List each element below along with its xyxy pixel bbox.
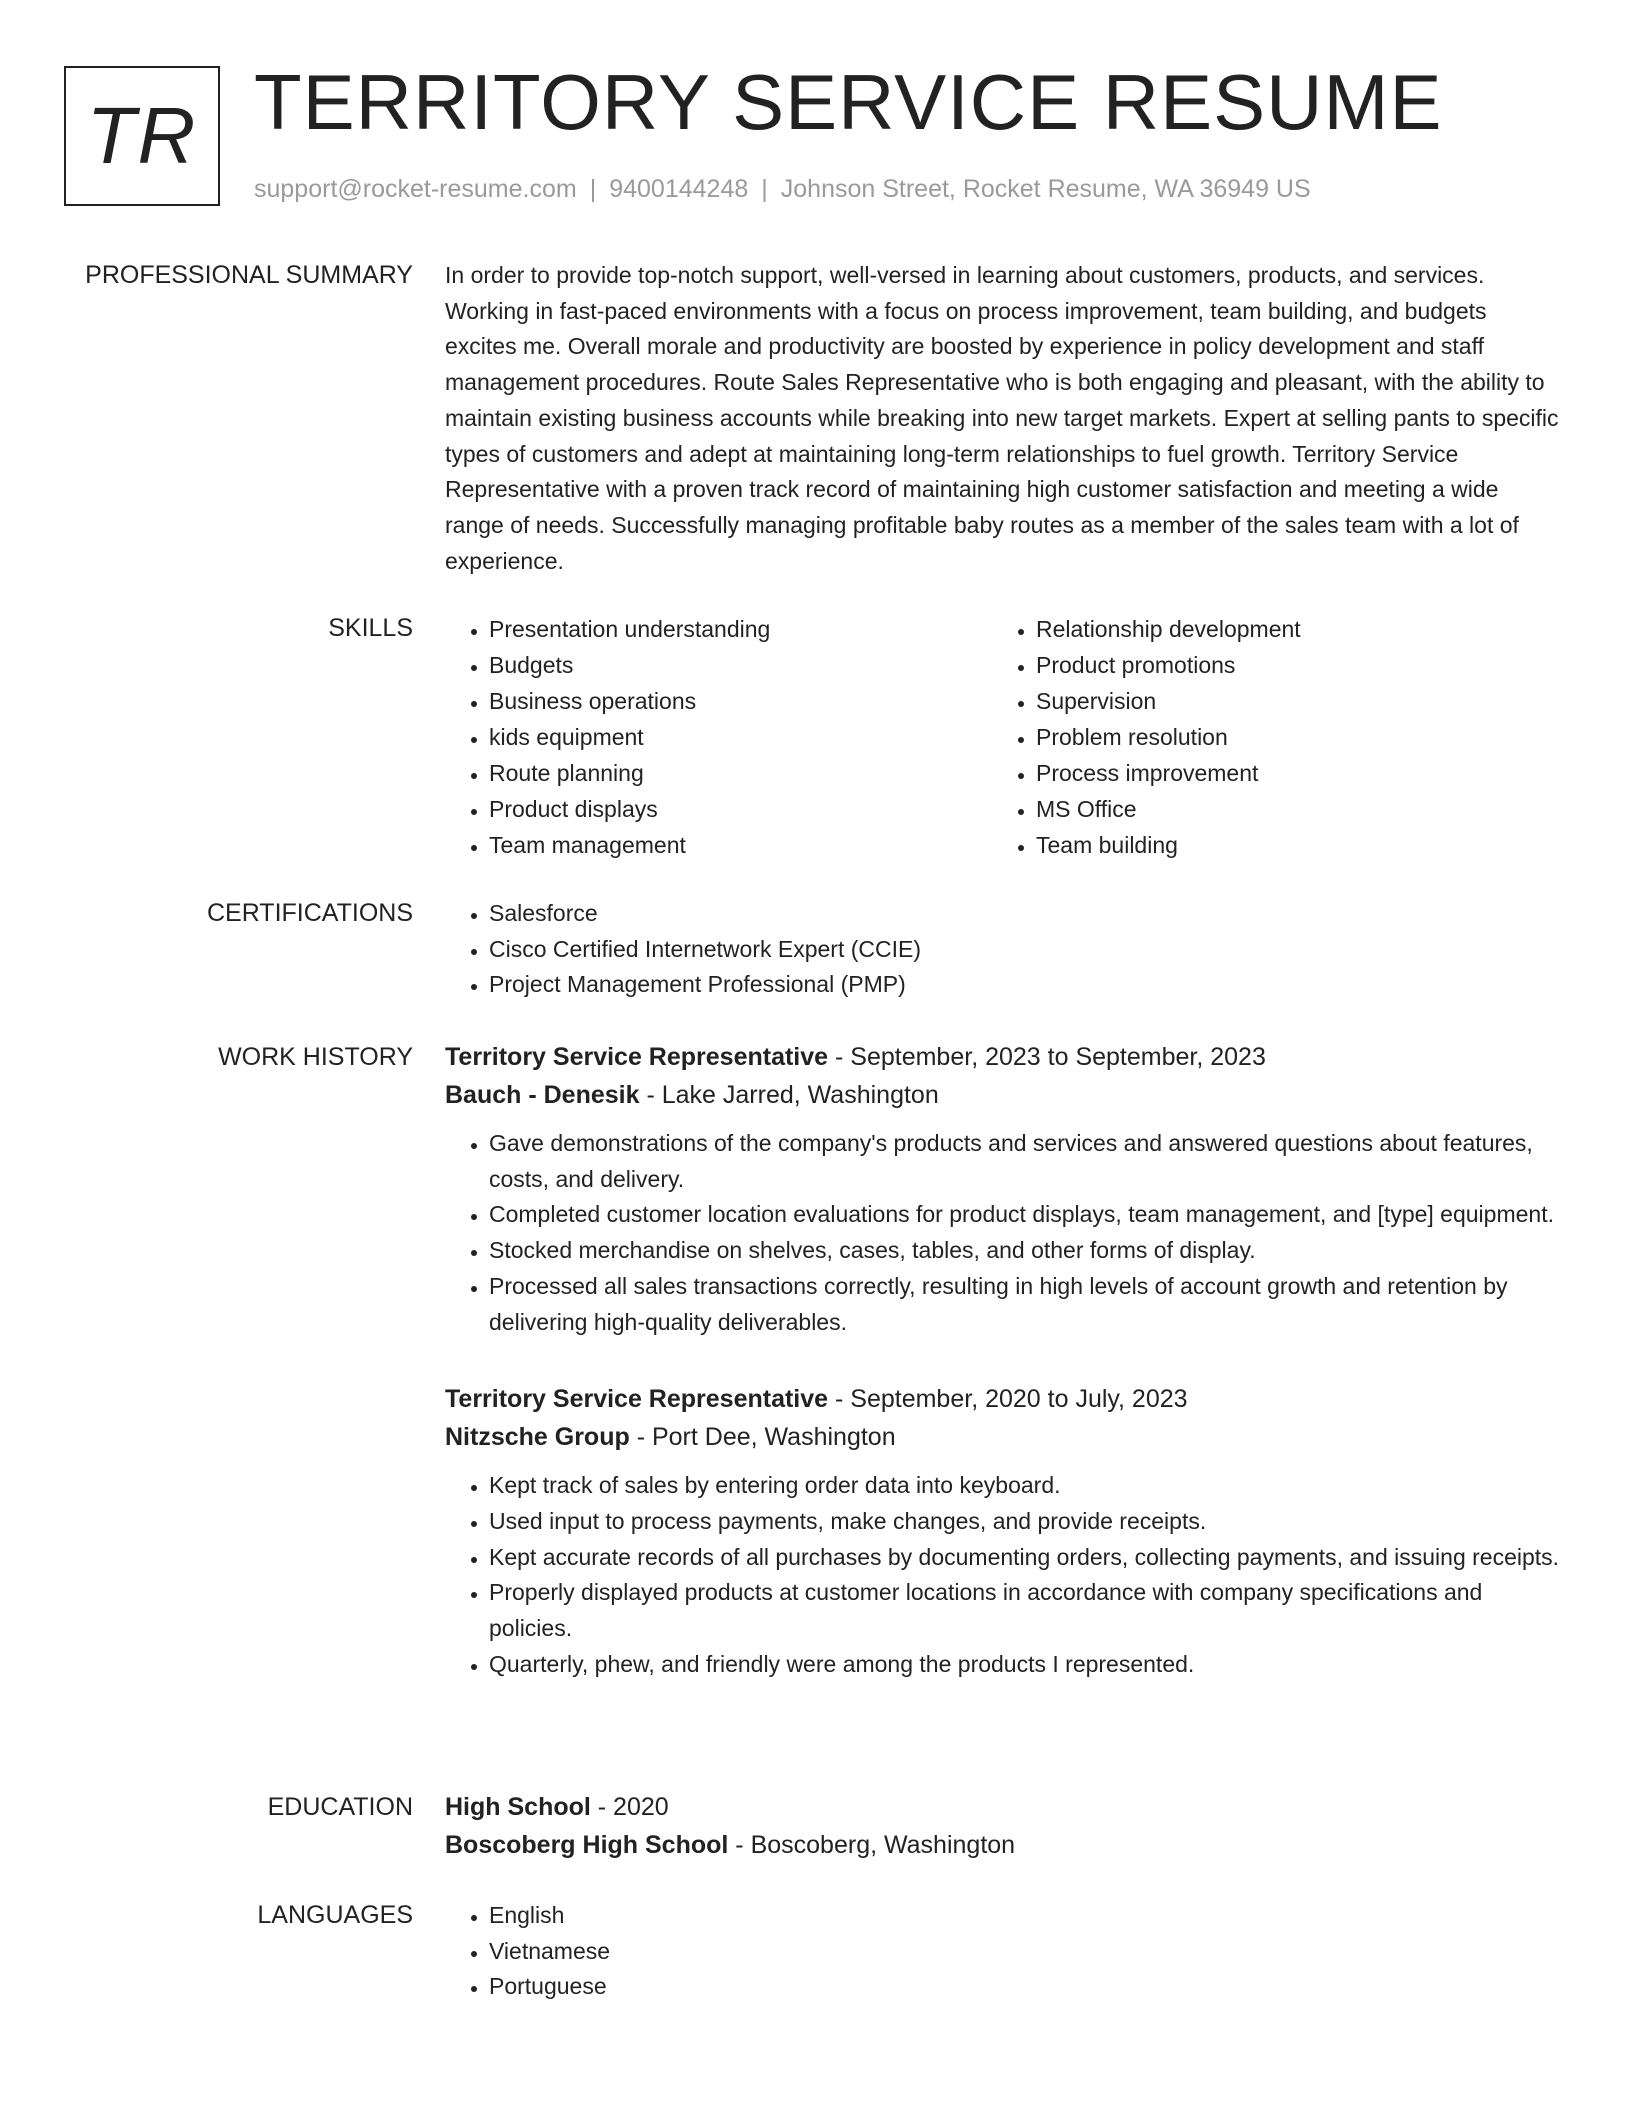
job-company: Bauch - Denesik (445, 1081, 640, 1109)
contact-line (254, 174, 1311, 204)
list-item: • kids equipment (489, 719, 992, 755)
list-item: • Budgets (489, 647, 992, 683)
work-history-body (445, 1038, 1560, 1682)
job-entry (445, 1038, 1560, 1340)
skills-body (445, 611, 1560, 863)
education-school-line (445, 1826, 1560, 1864)
section-label-work-history: WORK HISTORY (218, 1043, 413, 1071)
list-item: • Product promotions (1036, 647, 1539, 683)
separator: | (589, 175, 597, 203)
list-item: • Supervision (1036, 683, 1539, 719)
education-body (445, 1788, 1560, 1864)
job-title-line (445, 1380, 1560, 1418)
job-location: - Port Dee, Washington (629, 1423, 896, 1452)
job-entry (445, 1380, 1560, 1682)
education-degree: High School (445, 1793, 591, 1821)
list-item: • Used input to process payments, make changes, and provide receipts. (489, 1504, 1560, 1540)
page-title: TERRITORY SERVICE RESUME (254, 58, 1443, 146)
list-item: • Route planning (489, 755, 992, 791)
section-label-skills: SKILLS (328, 614, 413, 642)
list-item: • Kept accurate records of all purchases by documenting orders, collecting payments, and issuing receipts. (489, 1540, 1560, 1576)
languages-body (445, 1898, 1560, 2005)
list-item: • Team building (1036, 827, 1539, 863)
list-item: • Team management (489, 827, 992, 863)
summary-text: In order to provide top-notch support, well-versed in learning about customers, products, and services. Working in fast-paced environments with a focus on process improvement, team building, and budgets excites me. Overall morale and productivity are boosted by experience in policy development and staff management procedures. Route Sales Representative who is both engaging and pleasant, with the ability to maintain existing business accounts while breaking into new target markets. Expert at selling pants to specific types of customers and adept at maintaining long-term relationships to fuel growth. Territory Service Representative with a proven track record of maintaining high customer satisfaction and meeting a wide range of needs. Successfully managing profitable baby routes as a member of the sales team with a lot of experience. (445, 262, 1559, 574)
job-company-line (445, 1076, 1560, 1114)
list-item: • Project Management Professional (PMP) (489, 967, 1560, 1003)
list-item: • Stocked merchandise on shelves, cases, tables, and other forms of display. (489, 1233, 1560, 1269)
job-bullets (445, 1126, 1560, 1340)
list-item: • Processed all sales transactions correctly, resulting in high levels of account growth and retention by delivering high-quality deliverables. (489, 1269, 1560, 1340)
job-bullets (445, 1468, 1560, 1682)
certifications-body (445, 896, 1560, 1003)
job-dates: - September, 2020 to July, 2023 (828, 1385, 1188, 1414)
section-label-certifications: CERTIFICATIONS (206, 899, 413, 927)
phone-text: 9400144248 (609, 175, 749, 203)
skills-list-left (445, 611, 992, 863)
education-degree-line (445, 1788, 1560, 1826)
languages-list (445, 1898, 1560, 2005)
job-location: - Lake Jarred, Washington (639, 1081, 939, 1109)
list-item: • Portuguese (489, 1969, 1560, 2005)
list-item: • Relationship development (1036, 611, 1539, 647)
job-company: Nitzsche Group (445, 1423, 630, 1452)
job-title: Territory Service Representative (445, 1043, 829, 1071)
skills-list-right (992, 611, 1539, 863)
address-text: Johnson Street, Rocket Resume, WA 36949 US (780, 175, 1311, 203)
list-item: • Gave demonstrations of the company's products and services and answered questions about features, costs, and delivery. (489, 1126, 1560, 1197)
list-item: • English (489, 1898, 1560, 1934)
job-title-line (445, 1038, 1560, 1076)
list-item: • MS Office (1036, 791, 1539, 827)
job-title: Territory Service Representative (445, 1385, 829, 1414)
list-item: • Business operations (489, 683, 992, 719)
education-school: Boscoberg High School (445, 1831, 729, 1859)
list-item: • Process improvement (1036, 755, 1539, 791)
job-company-line (445, 1418, 1560, 1456)
list-item: • Quarterly, phew, and friendly were among the products I represented. (489, 1647, 1560, 1683)
list-item: • Kept track of sales by entering order data into keyboard. (489, 1468, 1560, 1504)
section-label-languages: LANGUAGES (257, 1901, 413, 1929)
education-year: - 2020 (590, 1793, 669, 1821)
section-label-summary: PROFESSIONAL SUMMARY (85, 261, 413, 289)
list-item: • Cisco Certified Internetwork Expert (CCIE) (489, 932, 1560, 968)
list-item: • Vietnamese (489, 1934, 1560, 1970)
list-item: • Salesforce (489, 896, 1560, 932)
summary-body (445, 258, 1560, 579)
section-label-education: EDUCATION (267, 1793, 413, 1821)
separator: | (761, 175, 768, 203)
list-item: • Presentation understanding (489, 611, 992, 647)
list-item: • Problem resolution (1036, 719, 1539, 755)
list-item: • Completed customer location evaluations for product displays, team management, and [type] equipment. (489, 1197, 1560, 1233)
job-dates: - September, 2023 to September, 2023 (828, 1043, 1266, 1071)
list-item: • Properly displayed products at customer locations in accordance with company specifications and policies. (489, 1575, 1560, 1646)
list-item: • Product displays (489, 791, 992, 827)
education-location: - Boscoberg, Washington (728, 1831, 1016, 1859)
certifications-list (445, 896, 1560, 1003)
email-text: support@rocket-resume.com (254, 175, 577, 203)
monogram-logo: TR (64, 66, 220, 206)
